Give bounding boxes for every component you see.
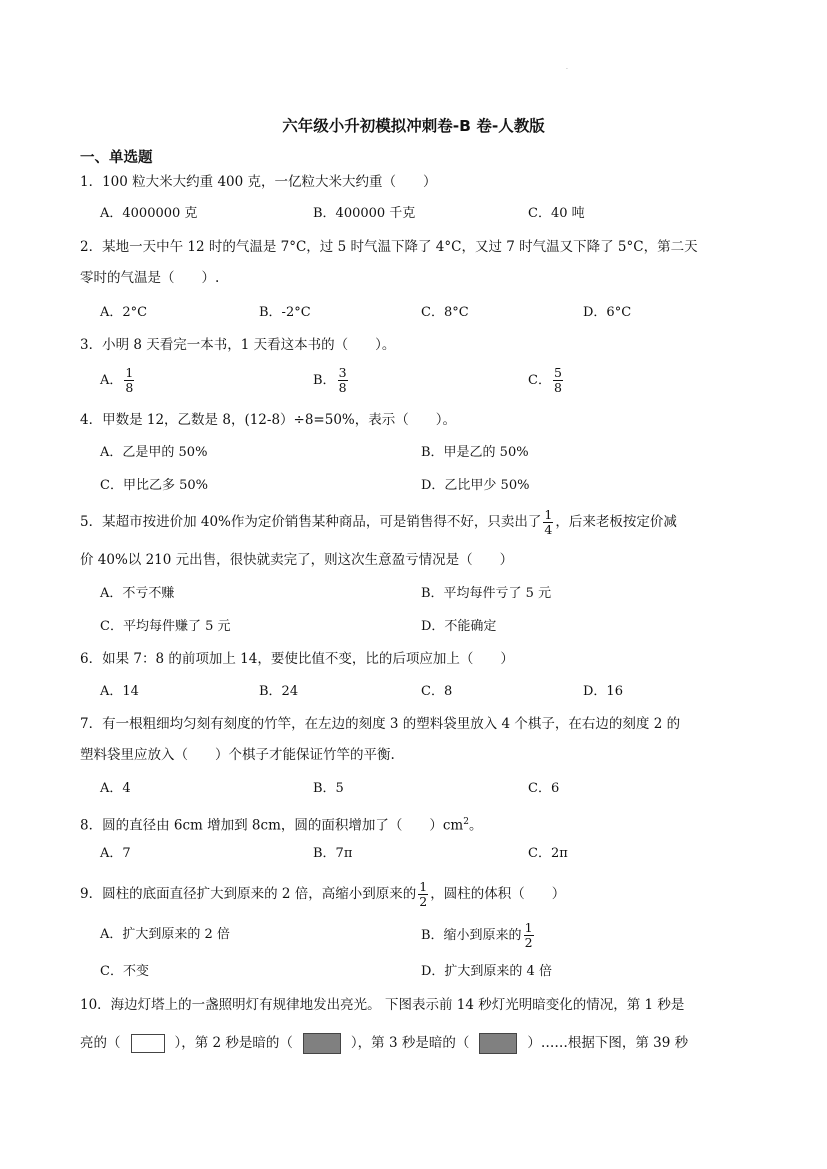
- q7-option-b: B．5: [313, 781, 344, 796]
- q9-option-b-fraction: [524, 921, 534, 950]
- q3-option-b: [313, 366, 350, 395]
- q8-text: 8．圆的直径由 6cm 增加到 8cm，圆的面积增加了（ ）cm: [80, 817, 464, 834]
- q5-text-post: ，后来老板按定价减: [555, 514, 677, 530]
- q9-text-post: ，圆柱的体积（ ）: [430, 886, 566, 902]
- q9-fraction: [418, 880, 428, 909]
- q3-option-c-fraction: [553, 366, 563, 395]
- q3-option-b-label: B．: [313, 373, 336, 388]
- denominator: 2: [524, 935, 533, 950]
- question-3: 3．小明 8 天看完一本书，1 天看这本书的（ ）。: [80, 337, 396, 353]
- q8-tail: 。: [468, 817, 483, 834]
- question-5-line2: 价 40%以 210 元出售，很快就卖完了，则这次生意盈亏情况是（ ）: [80, 552, 514, 568]
- denominator: 4: [544, 522, 553, 537]
- q3-option-a-label: A．: [100, 373, 123, 388]
- q6-option-b: B．24: [259, 684, 299, 699]
- q7-option-c: C．6: [528, 781, 560, 796]
- q3-option-a: [100, 366, 136, 395]
- q3-option-a-fraction: [124, 366, 134, 395]
- q9-text-pre: 9．圆柱的底面直径扩大到原来的 2 倍，高缩小到原来的: [80, 886, 417, 902]
- q1-option-a: A．4000000 克: [100, 206, 198, 221]
- q8-superscript: 2: [463, 817, 469, 827]
- denominator: 8: [125, 380, 134, 395]
- page-title: 六年级小升初模拟冲刺卷-B 卷-人教版: [282, 117, 545, 135]
- q5-text-pre: 5．某超市按进价加 40%作为定价销售某种商品，可是销售得不好，只卖出了: [80, 514, 542, 530]
- question-9: [80, 880, 565, 909]
- q2-option-d: D．6°C: [583, 305, 632, 320]
- q5-option-b: B．平均每件亏了 5 元: [421, 586, 552, 601]
- q6-option-a: A．14: [100, 684, 139, 699]
- q7-option-a: A．4: [100, 781, 131, 796]
- q4-option-a: A．乙是甲的 50%: [100, 445, 208, 460]
- header-mark: .: [566, 64, 568, 71]
- q9-option-a: A．扩大到原来的 2 倍: [100, 927, 230, 942]
- question-4: 4．甲数是 12，乙数是 8，(12-8）÷8=50%，表示（ ）。: [80, 412, 457, 428]
- q9-option-b-text: B．缩小到原来的: [421, 928, 522, 943]
- light-box-bright: [131, 1034, 165, 1053]
- numerator: 3: [338, 365, 347, 380]
- denominator: 8: [553, 380, 562, 395]
- q3-option-c-label: C．: [528, 373, 551, 388]
- q4-option-b: B．甲是乙的 50%: [421, 445, 529, 460]
- q5-fraction: [543, 508, 553, 537]
- q3-option-c: [528, 366, 565, 395]
- numerator: 1: [544, 507, 553, 522]
- denominator: 8: [338, 380, 347, 395]
- question-2-line1: 2．某地一天中午 12 时的气温是 7°C，过 5 时气温下降了 4°C，又过 7 时气温又下降了 5°C，第二天: [80, 239, 698, 255]
- question-1: 1．100 粒大米大约重 400 克，一亿粒大米大约重（ ）: [80, 174, 437, 190]
- light-box-dark: [303, 1033, 341, 1054]
- q4-option-c: C．甲比乙多 50%: [100, 478, 208, 493]
- q4-option-d: D．乙比甲少 50%: [421, 478, 530, 493]
- q3-option-b-fraction: [338, 366, 348, 395]
- q10-text-c: ），第 3 秒是暗的（: [350, 1035, 470, 1051]
- q9-option-d: D．扩大到原来的 4 倍: [421, 964, 552, 979]
- q2-option-c: C．8°C: [421, 305, 469, 320]
- q2-option-b: B．-2°C: [259, 305, 311, 320]
- q5-option-d: D．不能确定: [421, 619, 497, 634]
- question-2-line2: 零时的气温是（ ）.: [80, 270, 220, 286]
- q8-option-b: B．7π: [313, 846, 353, 861]
- question-5-line1: [80, 508, 677, 537]
- numerator: 1: [419, 879, 428, 894]
- numerator: 1: [524, 920, 533, 935]
- light-box-dark: [479, 1033, 517, 1054]
- q5-option-c: C．平均每件赚了 5 元: [100, 619, 231, 634]
- q9-option-c: C．不变: [100, 964, 149, 979]
- numerator: 5: [553, 365, 562, 380]
- question-8: [80, 812, 482, 836]
- q9-option-b: [421, 921, 536, 950]
- denominator: 2: [419, 894, 428, 909]
- q10-text-d: ）……根据下图，第 39 秒: [527, 1035, 689, 1051]
- question-10-line2: [80, 1033, 688, 1054]
- q8-option-a: A．7: [100, 846, 131, 861]
- q1-option-b: B．400000 千克: [313, 206, 416, 221]
- q8-option-c: C．2π: [528, 846, 568, 861]
- q2-option-a: A．2°C: [100, 305, 148, 320]
- section-heading: 一、单选题: [80, 150, 153, 166]
- q6-option-c: C．8: [421, 684, 453, 699]
- q10-text-a: 亮的（: [80, 1035, 121, 1051]
- question-10-line1: 10．海边灯塔上的一盏照明灯有规律地发出亮光。 下图表示前 14 秒灯光明暗变化的情况，第 1 秒是: [80, 997, 685, 1013]
- q5-option-a: A．不亏不赚: [100, 586, 175, 601]
- q1-option-c: C．40 吨: [528, 206, 585, 221]
- question-7-line1: 7．有一根粗细均匀刻有刻度的竹竿，在左边的刻度 3 的塑料袋里放入 4 个棋子，在右边的刻度 2 的: [80, 716, 681, 732]
- q6-option-d: D．16: [583, 684, 623, 699]
- q10-text-b: ），第 2 秒是暗的（: [174, 1035, 293, 1051]
- numerator: 1: [125, 365, 134, 380]
- question-6: 6．如果 7：8 的前项加上 14，要使比值不变，比的后项应加上（ ）: [80, 651, 514, 667]
- question-7-line2: 塑料袋里应放入（ ）个棋子才能保证竹竿的平衡.: [80, 747, 395, 763]
